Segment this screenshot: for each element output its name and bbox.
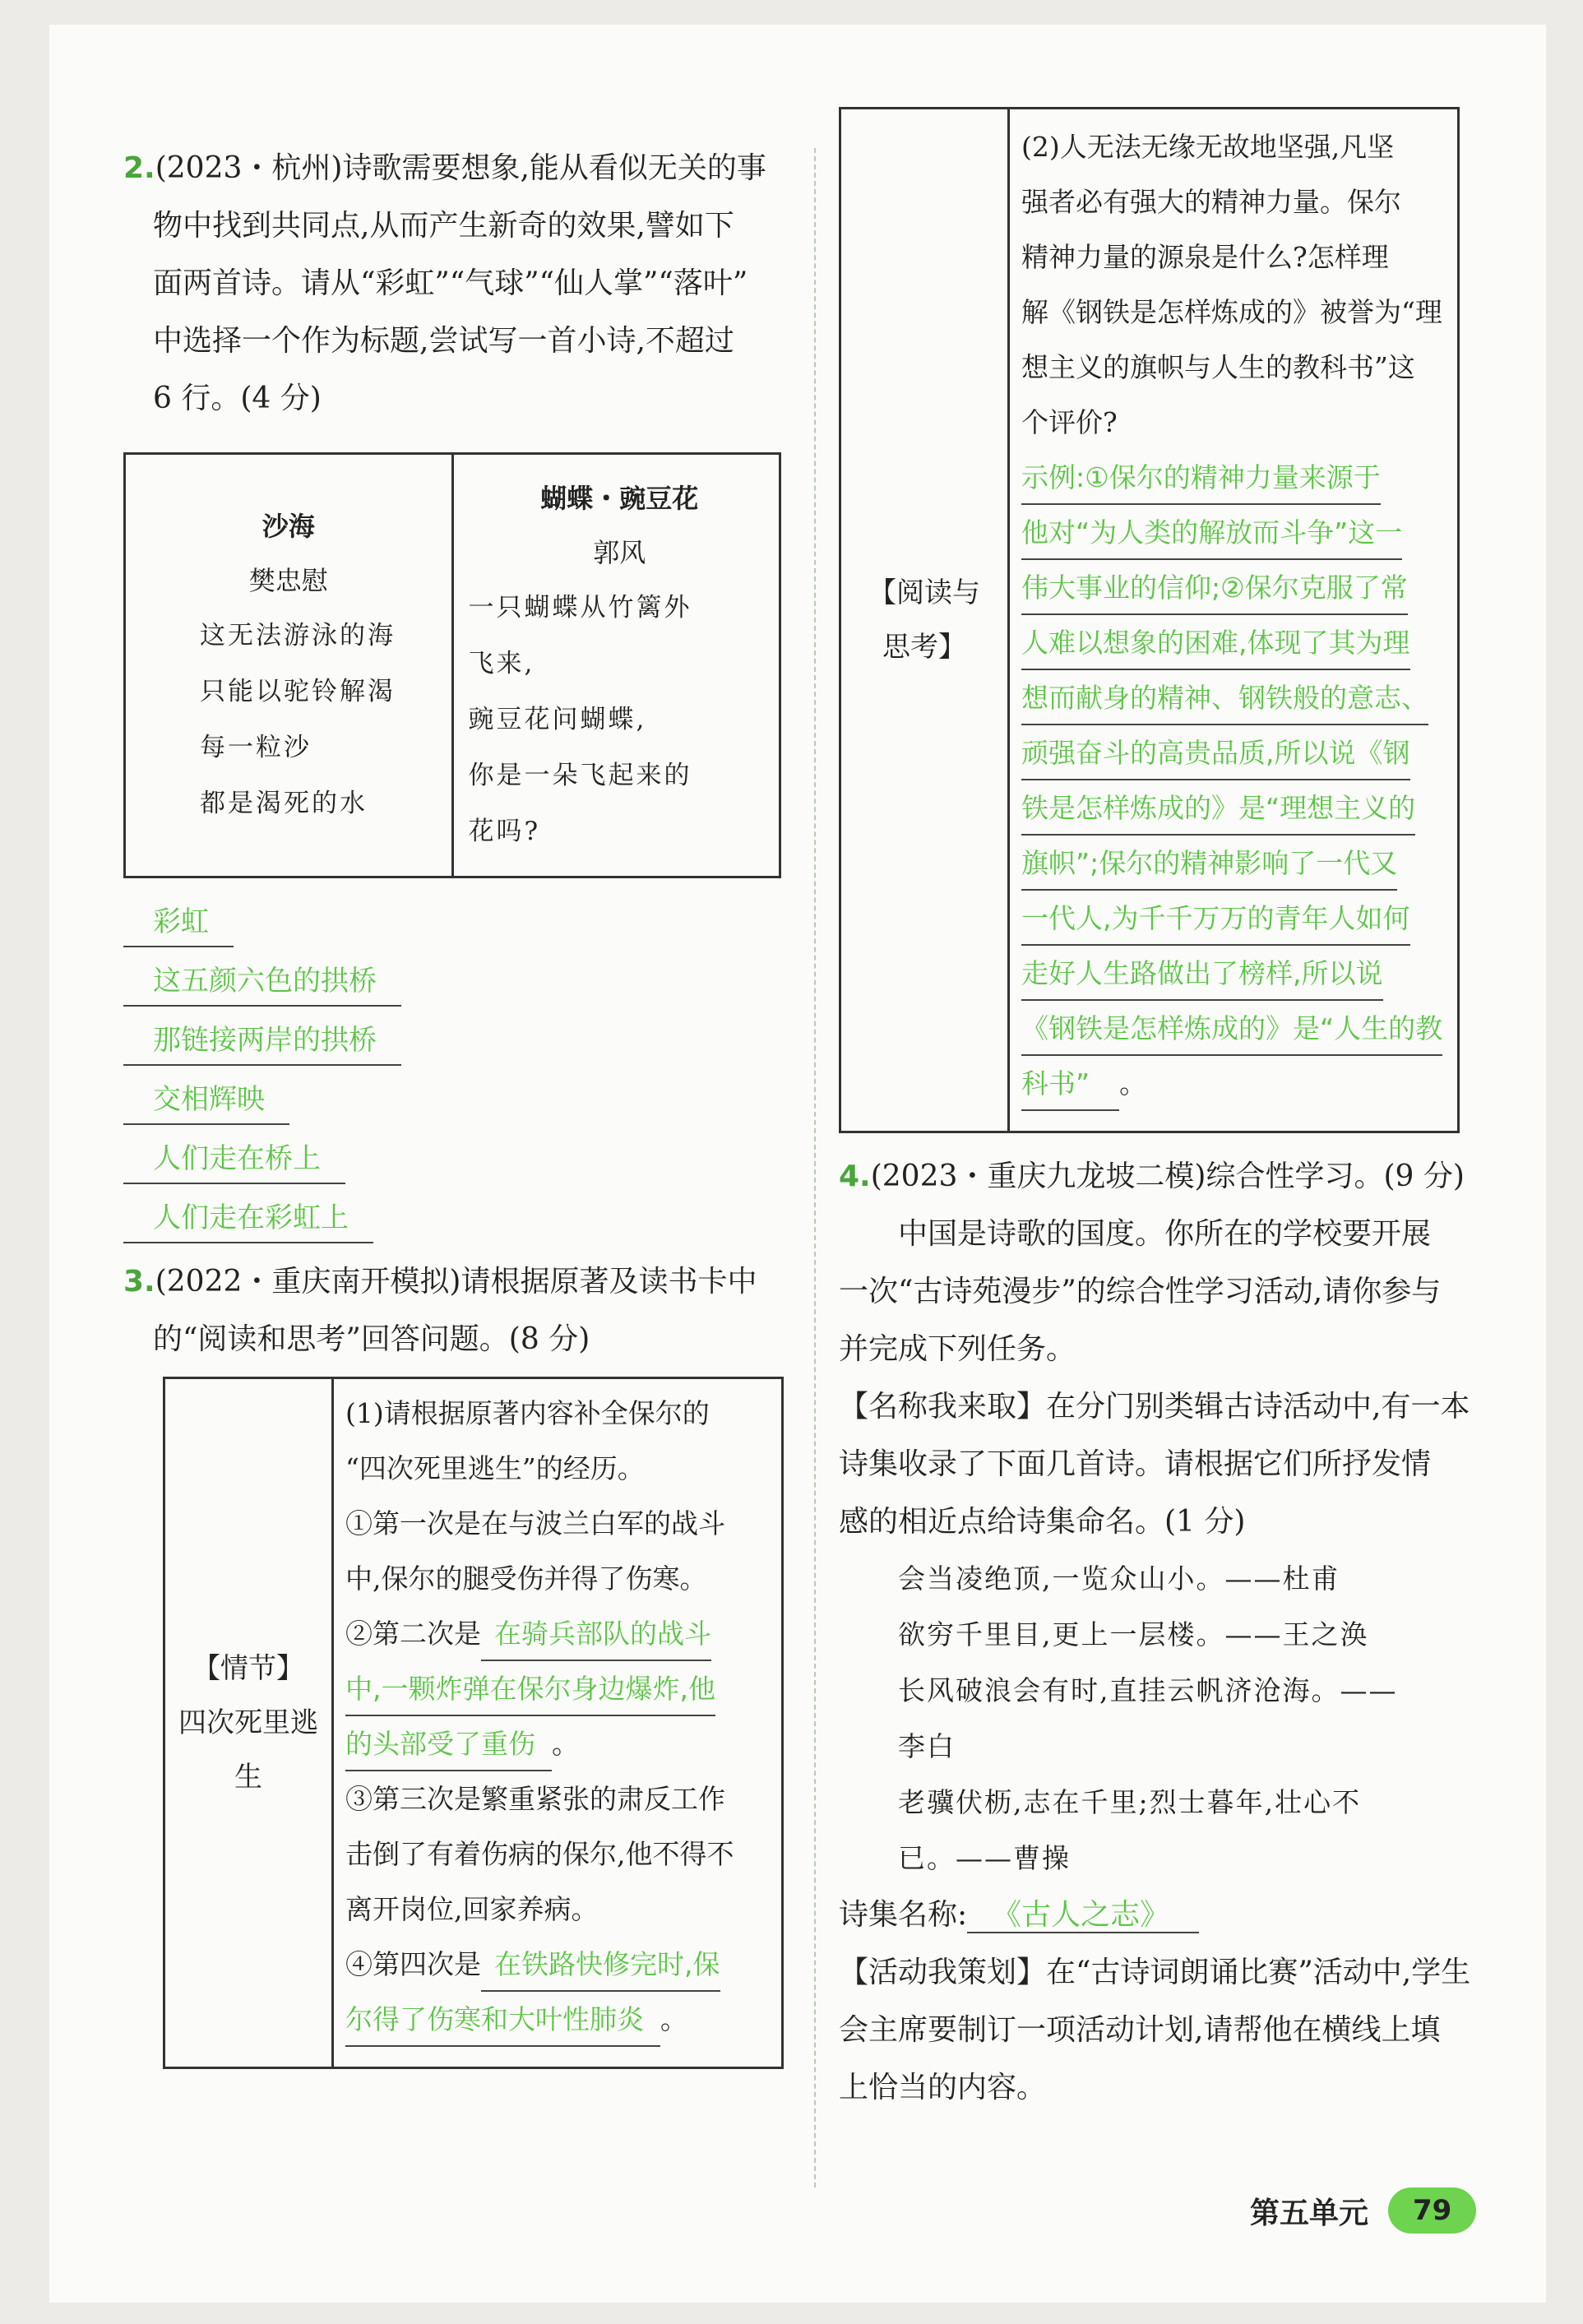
question-number: 2. <box>123 151 155 185</box>
answer-fill: 在骑兵部队的战斗 <box>481 1609 711 1661</box>
column-divider <box>814 148 816 2187</box>
poem-shahai: 沙海 樊忠慰 这无法游泳的海 只能以驼铃解渴 每一粒沙 都是渴死的水 <box>125 454 453 877</box>
workbook-page <box>49 25 1546 2303</box>
answer-line: 人们走在彩虹上 <box>123 1194 373 1243</box>
poem-butterfly: 蝴蝶・豌豆花 郭风 一只蝴蝶从竹篱外 飞来, 豌豆花问蝴蝶, 你是一朵飞起来的 花吗? <box>452 454 780 877</box>
answer-line: 交相辉映 <box>123 1076 289 1125</box>
answer-fill: 伟大事业的信仰;②保尔克服了常 <box>1021 562 1408 615</box>
q2-answer <box>123 898 798 1243</box>
answer-line: 这五颜六色的拱桥 <box>123 957 401 1007</box>
answer-fill: 人难以想象的困难,体现了其为理 <box>1021 618 1410 670</box>
answer-fill: 走好人生路做出了榜样,所以说 <box>1021 948 1383 1001</box>
answer-fill: 旗帜”;保尔的精神影响了一代又 <box>1021 838 1397 891</box>
question-4: 4.(2023・重庆九龙坡二模)综合性学习。(9 分) 中国是诗歌的国度。你所在的学校要开展 一次“古诗苑漫步”的综合性学习活动,请你参与 并完成下列任务。 【名称我来取】在分门别类辑古诗活动中,有一本 诗集收录了下面几首诗。请根据它们所抒发情 感的相近点给诗集命名。(1 分) 会当凌绝顶,一览众山小。——杜甫 欲穷千里目,更上一层楼。——王之涣 长风破浪会有时,直挂云帆济沧海。—— 李白 老骥伏枥,志在千里;烈士暮年,壮心不 已。——曹操 诗集名称: 《古人之志》 【活动我策划】在“古诗词朗诵比赛”活动中,学生 会主席要制订一项活动计划,请帮他在横线上填 上恰当的内容。 <box>839 1148 1513 2117</box>
plot-label: 【情节】 四次死里逃生 <box>164 1378 333 2068</box>
plot-table <box>163 1377 784 2069</box>
question-3: 3.(2022・重庆南开模拟)请根据原著及读书卡中 的“阅读和思考”回答问题。(8 分) 【情节】 四次死里逃生 (1)请根据原著内容补全保尔的 “四次死里逃生”的经历。 ①第一次是在与波兰白军的战斗 中,保尔的腿受伤并得了伤寒。 ②第二次是 在骑兵部队的战斗 中,一颗炸弹在保尔身边爆炸,他 的头部受了重伤 。 ③第三次是繁重紧张的肃反工作 击倒了有着伤病的保尔,他不得不 离开岗位,回家养病。 ④第四次是 在铁路快修完时,保 尔得了伤寒和大叶性肺炎 。 <box>123 1253 798 2069</box>
question-2: 2.(2023・杭州)诗歌需要想象,能从看似无关的事 物中找到共同点,从而产生新奇的效果,譬如下 面两首诗。请从“彩虹”“气球”“仙人掌”“落叶” 中选择一个作为标题,尝试写一首小诗,不超过 6 行。(4 分) 沙海 樊忠慰 这无法游泳的海 只能以驼铃解渴 每一粒沙 都是渴死的水 蝴蝶・豌豆花 郭风 一只蝴蝶从竹篱外 飞来, 豌豆花问蝴蝶, 你是一朵飞起来的 花吗? 彩虹 这五颜六色的拱桥 那链接两岸的拱桥 交相辉映 人们走在桥上 人们走在彩虹上 <box>123 140 798 1243</box>
reading-body: (2)人无法无缘无故地坚强,凡坚 强者必有强大的精神力量。保尔 精神力量的源泉是什么?怎样理 解《钢铁是怎样炼成的》被誉为“理 想主义的旗帜与人生的教科书”这 个评价? 示例:①保尔的精神力量来源于 他对“为人类的解放而斗争”这一 伟大事业的信仰;②保尔克服了常 人难以想象的困难,体现了其为理 想而献身的精神、钢铁般的意志、 顽强奋斗的高贵品质,所以说《钢 铁是怎样炼成的》是“理想主义的 旗帜”;保尔的精神影响了一代又 一代人,为千千万万的青年人如何 走好人生路做出了榜样,所以说 《钢铁是怎样炼成的》是“人生的教 科书” 。 <box>1009 109 1459 1132</box>
answer-fill: 一代人,为千千万万的青年人如何 <box>1021 893 1410 946</box>
answer-fill: 他对“为人类的解放而斗争”这一 <box>1021 507 1402 560</box>
page-number-badge: 79 <box>1388 2187 1476 2234</box>
plot-body: (1)请根据原著内容补全保尔的 “四次死里逃生”的经历。 ①第一次是在与波兰白军的战斗 中,保尔的腿受伤并得了伤寒。 ②第二次是 在骑兵部队的战斗 中,一颗炸弹在保尔身边爆炸,他 的头部受了重伤 。 ③第三次是繁重紧张的肃反工作 击倒了有着伤病的保尔,他不得不 离开岗位,回家养病。 ④第四次是 在铁路快修完时,保 尔得了伤寒和大叶性肺炎 。 <box>333 1378 783 2068</box>
poem-table <box>123 452 781 878</box>
left-column <box>123 140 798 2069</box>
question-number: 4. <box>839 1160 871 1193</box>
answer-fill: 的头部受了重伤 <box>345 1719 552 1771</box>
answer-fill: 在铁路快修完时,保 <box>481 1939 720 1992</box>
unit-title: 第五单元 <box>1250 2196 1369 2230</box>
answer-fill: 铁是怎样炼成的》是“理想主义的 <box>1021 783 1415 836</box>
answer-fill: 《钢铁是怎样炼成的》是“人生的教 <box>1021 1003 1442 1056</box>
answer-line: 彩虹 <box>123 898 234 947</box>
answer-fill: 顽强奋斗的高贵品质,所以说《钢 <box>1021 728 1410 780</box>
answer-fill: 示例:①保尔的精神力量来源于 <box>1021 452 1381 505</box>
question-number: 3. <box>123 1265 155 1299</box>
collection-name-answer: 《古人之志》 <box>967 1898 1199 1933</box>
reading-label: 【阅读与 思考】 <box>840 109 1009 1132</box>
right-column <box>839 131 1513 2117</box>
answer-fill: 想而献身的精神、钢铁般的意志、 <box>1021 673 1428 725</box>
answer-fill: 中,一颗炸弹在保尔身边爆炸,他 <box>345 1664 715 1716</box>
answer-line: 那链接两岸的拱桥 <box>123 1016 401 1066</box>
page-footer <box>1250 2187 1476 2234</box>
answer-fill: 尔得了伤寒和大叶性肺炎 <box>345 1994 660 2047</box>
q4-poem-list: 会当凌绝顶,一览众山小。——杜甫 欲穷千里目,更上一层楼。——王之涣 长风破浪会有时,直挂云帆济沧海。—— 李白 老骥伏枥,志在千里;烈士暮年,壮心不 已。——曹操 <box>898 1562 1398 1874</box>
answer-line: 人们走在桥上 <box>123 1135 345 1184</box>
collection-name-row: 诗集名称: 《古人之志》 <box>839 1887 1513 1944</box>
reading-table <box>839 107 1460 1133</box>
answer-fill: 科书” <box>1021 1058 1119 1111</box>
